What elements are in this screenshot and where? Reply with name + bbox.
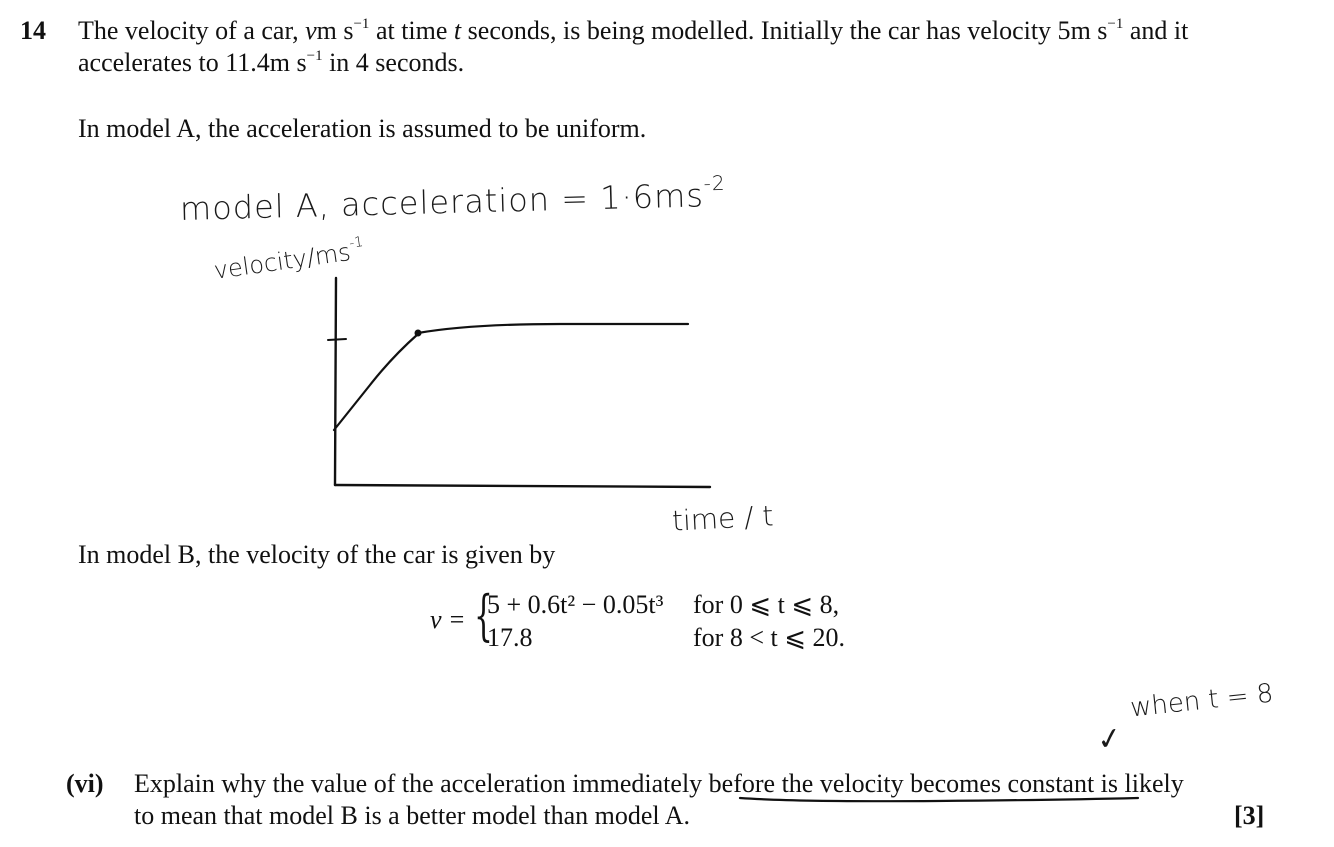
handwritten-underline <box>736 790 1146 810</box>
equation-lhs: v = <box>430 605 466 634</box>
handwritten-x-axis-label: time / t <box>671 499 775 538</box>
handwritten-tick-mark: ✓ <box>1094 720 1125 759</box>
intro-symbol-v: v <box>305 16 317 45</box>
equation-brace: { <box>474 584 493 647</box>
intro-unit-3: m s <box>269 48 307 77</box>
y-axis-tick <box>328 339 346 340</box>
intro-text-d: and it <box>1123 16 1189 45</box>
equation-case-1-cond: for 0 ⩽ t ⩽ 8, <box>693 590 840 619</box>
question-number: 14 <box>20 16 46 45</box>
equation-case-2-expr: 17.8 <box>487 623 533 652</box>
equation-case-2-cond: for 8 < t ⩽ 20. <box>693 623 845 652</box>
intro-unit-3-exp: −1 <box>306 48 323 64</box>
model-a-text: In model A, the acceleration is assumed to be uniform. <box>78 114 647 143</box>
intro-unit-2: m s <box>1070 16 1108 45</box>
handwritten-margin-note: when t = 8 <box>1128 678 1275 724</box>
intro-text-e: accelerates to 11.4 <box>78 48 270 77</box>
intro-text-c: seconds, is being modelled. Initially the car has velocity 5 <box>461 16 1071 45</box>
part-text-line-1: Explain why the value of the acceleration immediately before the velocity becomes constant is likely <box>134 769 1184 798</box>
acceleration-segment <box>334 334 418 430</box>
y-axis-label-exp: -1 <box>348 234 365 252</box>
equation-case-1-expr: 5 + 0.6t² − 0.05t³ <box>487 590 664 619</box>
y-axis-line <box>335 278 336 485</box>
intro-text-a: The velocity of a car, <box>78 16 306 45</box>
intro-unit-1-exp: −1 <box>353 16 370 32</box>
intro-line-1 <box>78 15 1188 47</box>
part-label: (vi) <box>66 769 104 798</box>
constant-velocity-segment <box>418 324 688 333</box>
part-text-line-2: to mean that model B is a better model than model A. <box>134 801 690 830</box>
hand-drawn-velocity-graph <box>320 270 720 500</box>
model-a-note-exp: -2 <box>703 170 726 196</box>
intro-text-f: in 4 seconds. <box>322 48 465 77</box>
intro-unit-1: m s <box>316 16 354 45</box>
intro-line-2 <box>78 47 464 79</box>
model-b-text: In model B, the velocity of the car is given by <box>78 540 556 569</box>
intro-unit-2-exp: −1 <box>1107 16 1124 32</box>
intro-text-b: at time <box>369 16 454 45</box>
model-a-note-text: model A, acceleration = 1·6ms <box>179 176 705 228</box>
x-axis-line <box>335 485 710 487</box>
y-axis-label-text: velocity/ms <box>212 237 353 285</box>
handwritten-model-a-note <box>179 170 727 228</box>
part-marks: [3] <box>1234 801 1265 830</box>
intro-symbol-t: t <box>453 16 462 45</box>
